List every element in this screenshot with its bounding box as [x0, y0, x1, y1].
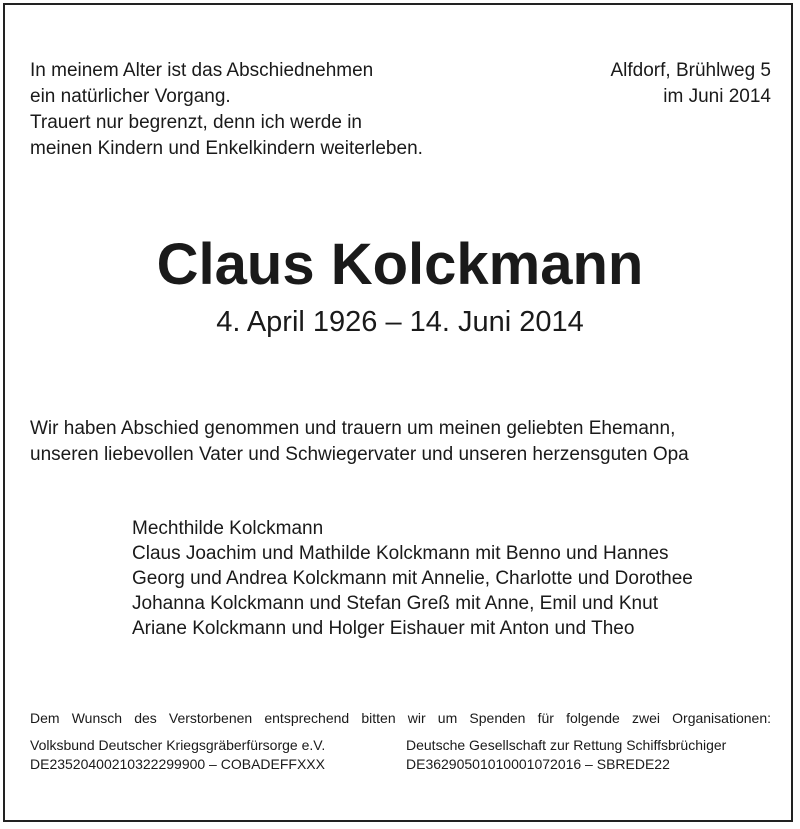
intro-line: unseren liebevollen Vater und Schwiegervater und unseren herzensguten Opa [30, 444, 689, 465]
organization-account: DE36290501010001072016 – SBREDE22 [406, 756, 670, 772]
deceased-name: Claus Kolckmann [156, 232, 644, 297]
address: Alfdorf, Brühlweg 5 [610, 60, 771, 81]
intro-text [30, 416, 689, 468]
quote-line: Trauert nur begrenzt, denn ich werde in [30, 112, 362, 133]
organization-account: DE23520400210322299900 – COBADEFFXXX [30, 756, 325, 772]
notice-date: im Juni 2014 [663, 86, 771, 107]
family-list [132, 516, 693, 641]
family-member: Claus Joachim und Mathilde Kolckmann mit Benno und Hannes [132, 543, 669, 564]
organization-name: Volksbund Deutscher Kriegsgräberfürsorge e.V. [30, 737, 326, 753]
quote-line: ein natürlicher Vorgang. [30, 86, 231, 107]
organization-1 [30, 736, 325, 774]
organization-2 [406, 736, 726, 774]
place-and-date [610, 58, 771, 110]
life-dates: 4. April 1926 – 14. Juni 2014 [216, 306, 584, 338]
quote-text [30, 58, 423, 162]
donation-note: Dem Wunsch des Verstorbenen entsprechend bitten wir um Spenden für folgende zwei Organisationen: [30, 710, 771, 726]
quote-line: In meinem Alter ist das Abschiednehmen [30, 60, 374, 81]
family-member: Ariane Kolckmann und Holger Eishauer mit Anton und Theo [132, 618, 635, 639]
family-member: Mechthilde Kolckmann [132, 518, 324, 539]
organization-name: Deutsche Gesellschaft zur Rettung Schiffsbrüchiger [406, 737, 727, 753]
family-member: Johanna Kolckmann und Stefan Greß mit Anne, Emil und Knut [132, 593, 658, 614]
family-member: Georg und Andrea Kolckmann mit Annelie, Charlotte und Dorothee [132, 568, 693, 589]
intro-line: Wir haben Abschied genommen und trauern um meinen geliebten Ehemann, [30, 418, 676, 439]
quote-line: meinen Kindern und Enkelkindern weiterleben. [30, 138, 423, 159]
